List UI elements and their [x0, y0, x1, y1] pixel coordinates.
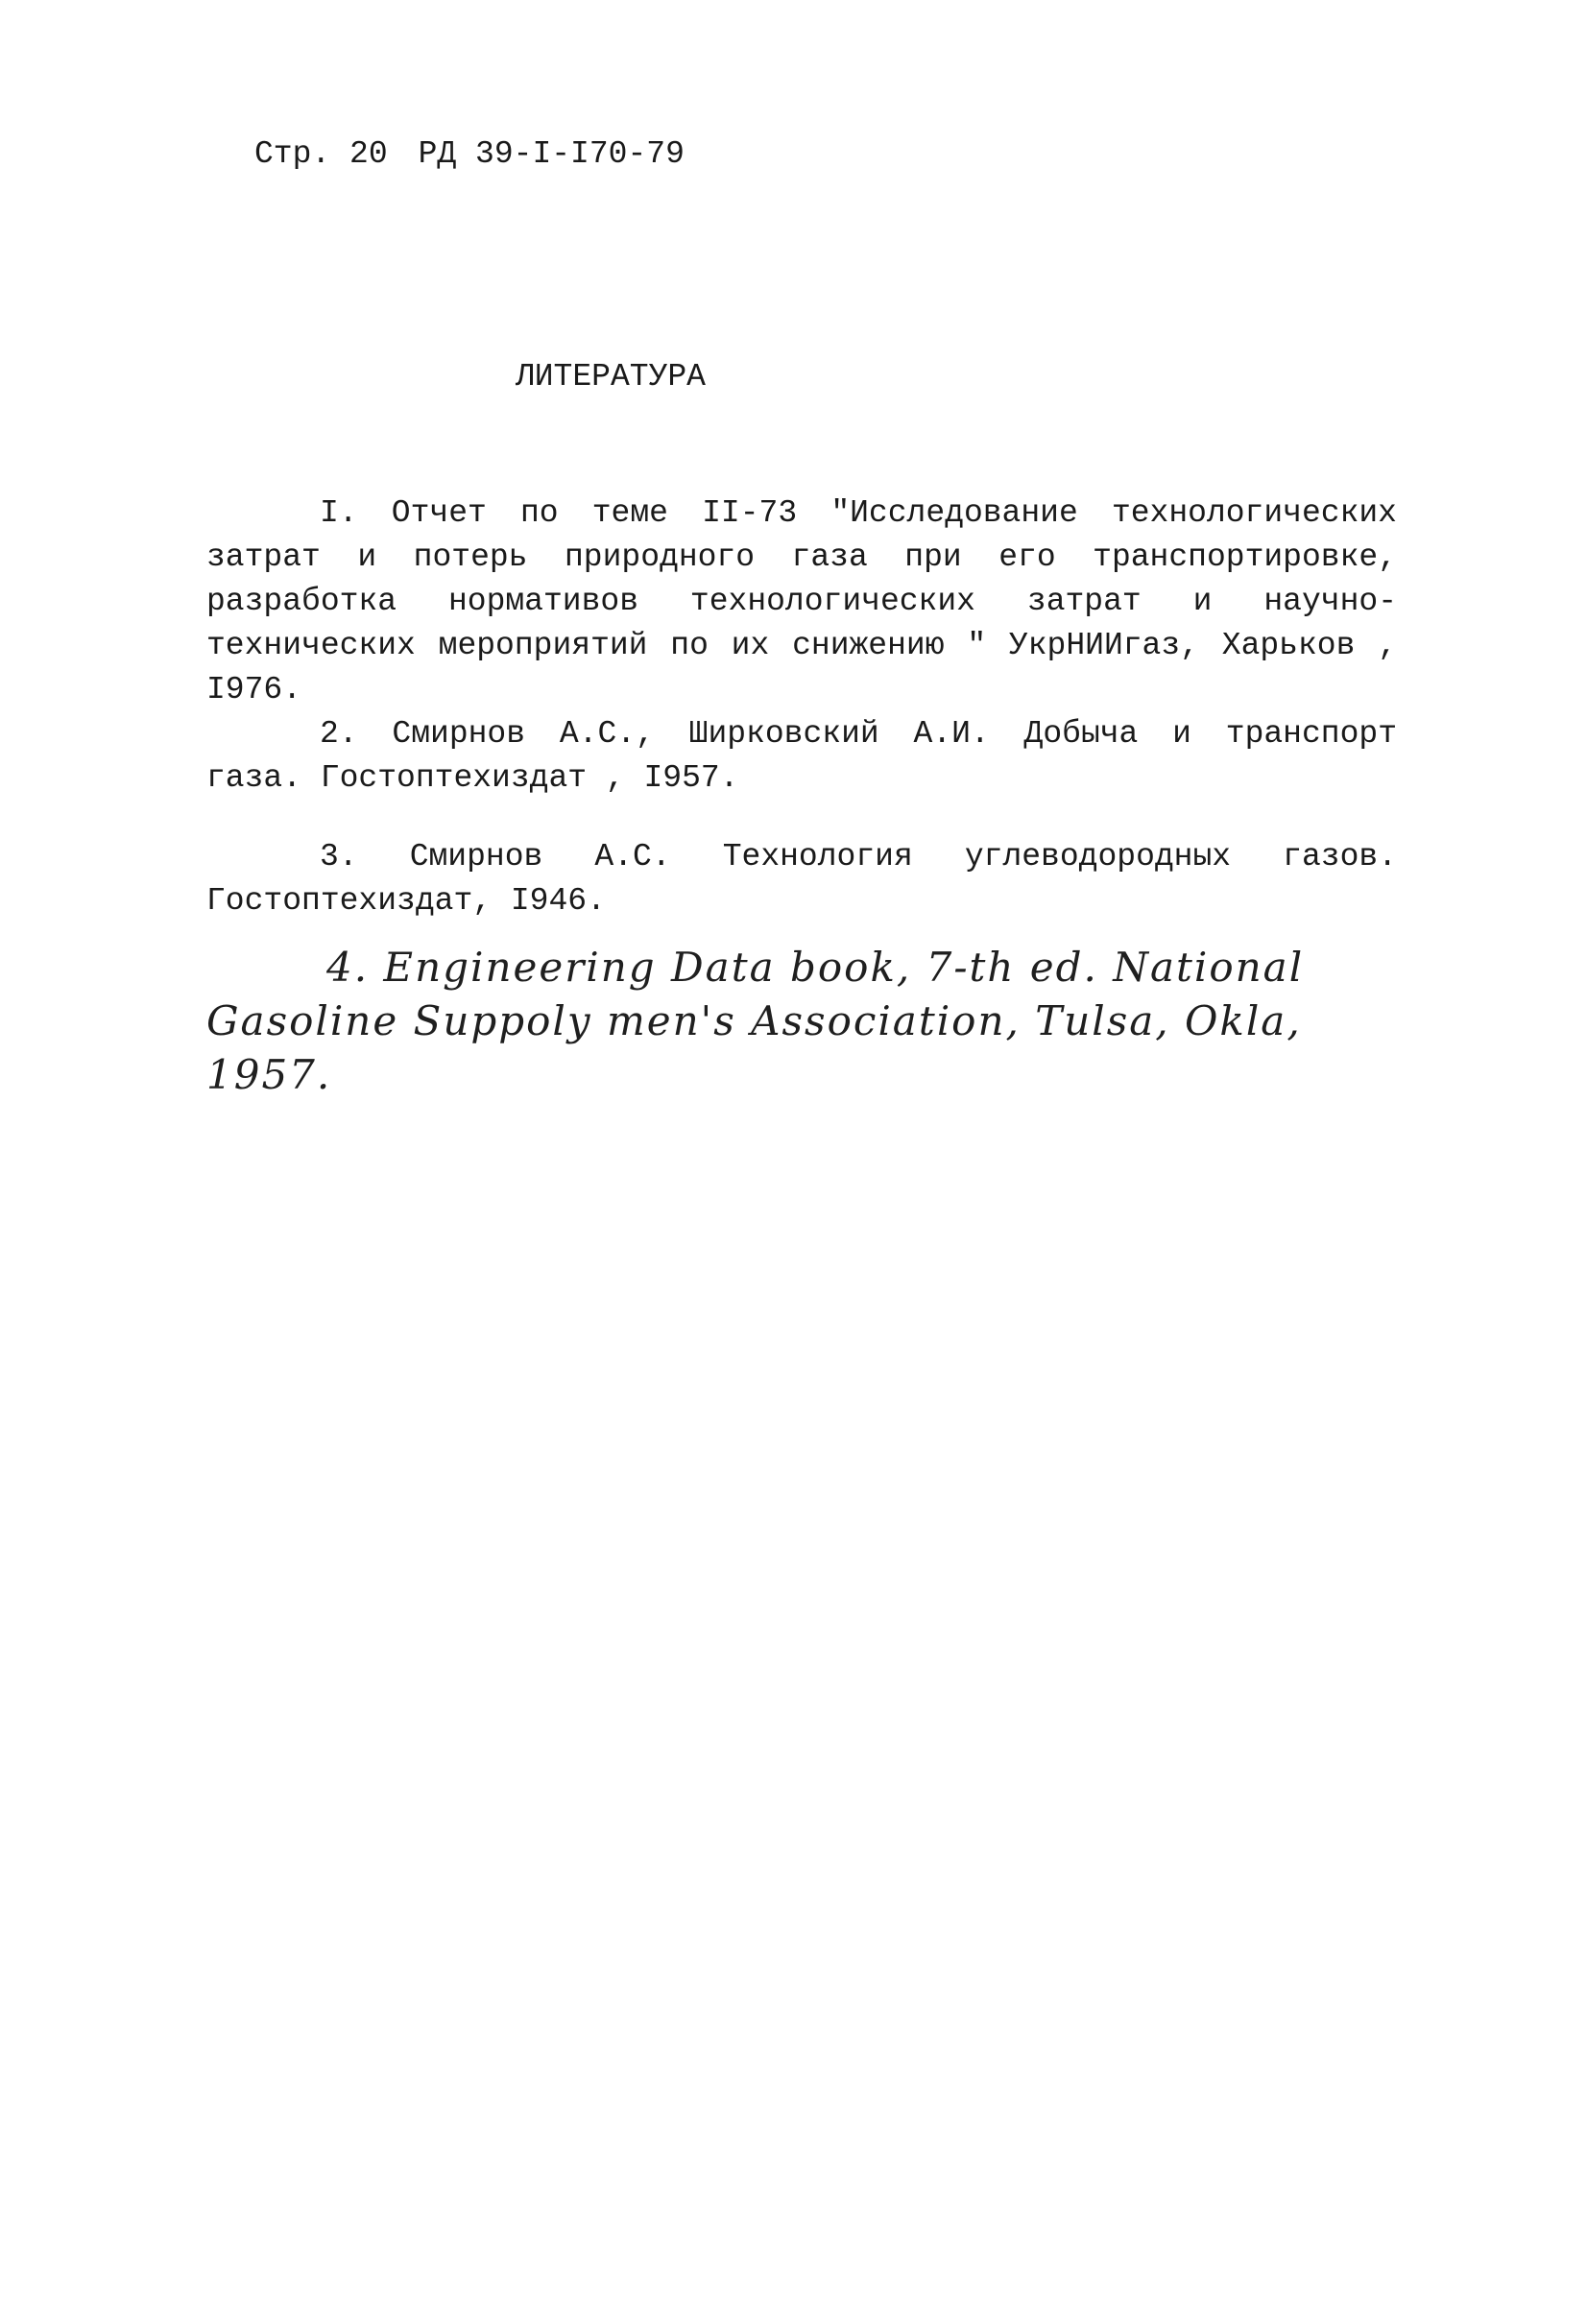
reference-item-2: [206, 712, 1397, 801]
reference-item-4-handwritten: [206, 941, 1407, 1102]
section-title: ЛИТЕРАТУРА: [515, 359, 706, 395]
reference-text: 3. Смирнов А.С. Технология углеводородных газов. Гостоптехиздат, I946.: [206, 839, 1397, 919]
document-code: РД 39-I-I70-79: [418, 136, 685, 172]
reference-text: 2. Смирнов А.С., Ширковский А.И. Добыча и транспорт газа. Гостоптехиздат , I957.: [206, 716, 1397, 796]
reference-item-1: [206, 491, 1397, 712]
reference-text: I. Отчет по теме II-73 "Исследование технологических затрат и потерь природного газа при его транспортировке, разработка нормативов технологических затрат и научно-технических мероприятий по их снижению " УкрНИИгаз, Харьков , I976.: [206, 495, 1397, 707]
section-title-wrapper: [0, 355, 1238, 399]
page-header: [254, 132, 685, 177]
reference-item-3: [206, 835, 1397, 923]
page-number: Стр. 20: [254, 136, 388, 172]
reference-text: 4. Engineering Data book, 7-th ed. National Gasoline Suppoly men's Association, Tulsa, Okla, 1957.: [206, 944, 1305, 1098]
